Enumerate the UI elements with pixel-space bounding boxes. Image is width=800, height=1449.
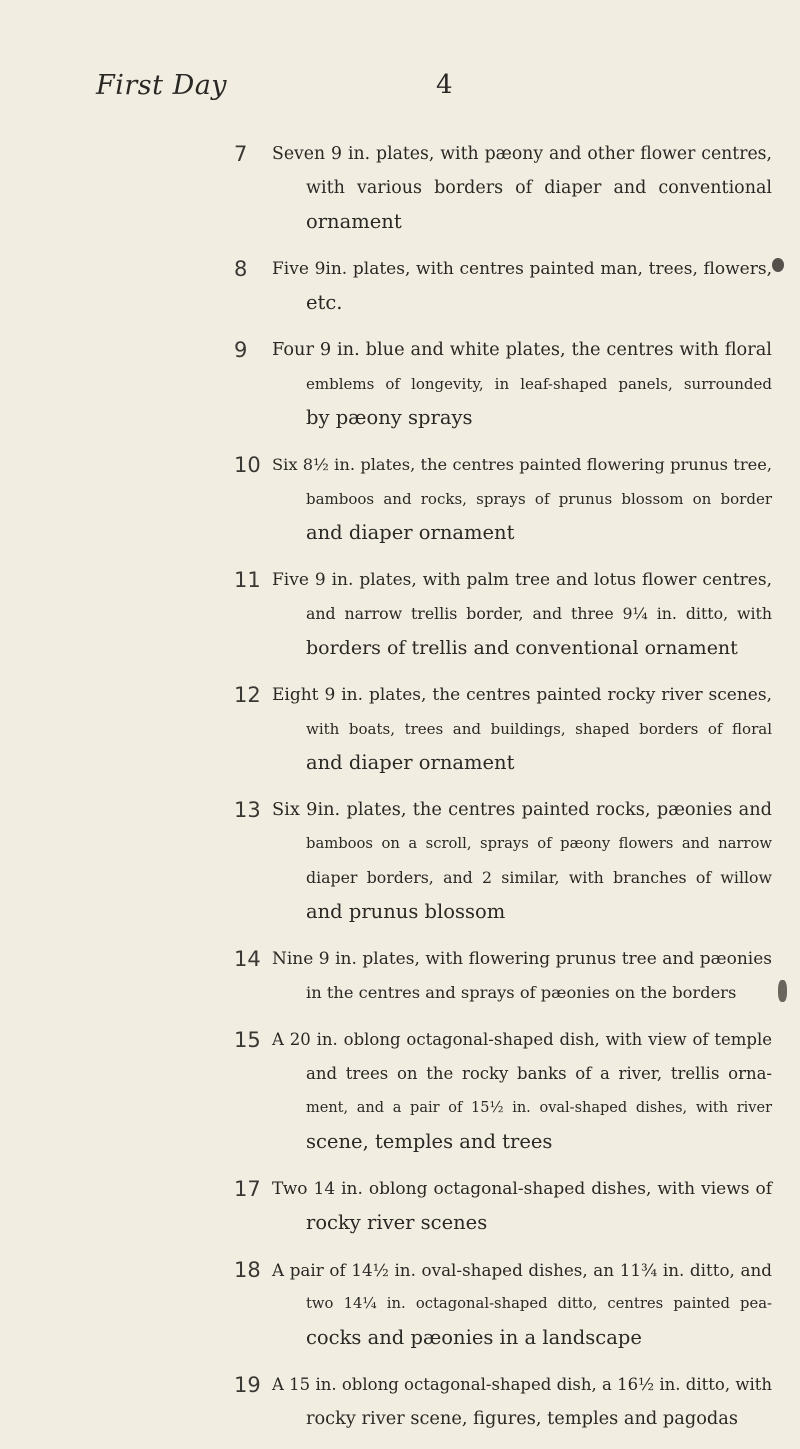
lot-entry: 13 Six 9in. plates, the centres painted rocks, pæonies and bamboos on a scroll, sprays of pæony flowers and narrow diaper borders, and 2 similar, with branches of willow and prunus blossom (0, 793, 800, 929)
lot-description-line: Nine 9 in. plates, with flowering prunus tree and pæonies (272, 949, 772, 969)
lot-entry: 10 Six 8½ in. plates, the centres painted flowering prunus tree, bamboos and rocks, sprays of prunus blossom on border and diaper ornament (0, 448, 800, 550)
lot-description-line: ment, and a pair of 15½ in. oval-shaped dishes, with river (306, 1100, 772, 1116)
lot-description-line: with boats, trees and buildings, shaped borders of floral (306, 720, 772, 738)
margin-mark (772, 258, 784, 272)
lot-description-line: Two 14 in. oblong octagonal-shaped dishes, with views of (272, 1179, 772, 1199)
lot-description-line: and diaper ornament (306, 751, 515, 774)
lot-description-line: and diaper ornament (306, 521, 515, 544)
lot-description (272, 252, 772, 320)
lot-description-line: Five 9in. plates, with centres painted man, trees, flowers, (272, 259, 772, 279)
lot-description-line: cocks and pæonies in a landscape (306, 1326, 642, 1349)
lot-entry: 9 Four 9 in. blue and white plates, the centres with floral emblems of longevity, in leaf-shaped panels, surrounded by pæony sprays (0, 333, 800, 435)
lot-description (272, 1253, 772, 1355)
lot-description (272, 137, 772, 239)
lot-description-line: by pæony sprays (306, 406, 473, 429)
lot-description-line: rocky river scenes (306, 1211, 488, 1234)
lot-description (272, 1172, 772, 1240)
lot-description-line: rocky river scene, figures, temples and pagodas (306, 1409, 738, 1429)
lot-description-line: A 20 in. oblong octagonal-shaped dish, with view of temple (272, 1030, 772, 1049)
lot-entry: 18 A pair of 14½ in. oval-shaped dishes, an 11¾ in. ditto, and two 14¼ in. octagonal-shaped ditto, centres painted pea- cocks and pæonies in a landscape (0, 1253, 800, 1355)
lot-description (272, 448, 772, 550)
lot-description-line: Six 8½ in. plates, the centres painted flowering prunus tree, (272, 455, 772, 474)
lot-entry: 7 Seven 9 in. plates, with pæony and other flower centres, with various borders of diaper and conventional ornament (0, 137, 800, 239)
lot-list (0, 137, 800, 1449)
lot-description-line: and narrow trellis border, and three 9¼ in. ditto, with (306, 604, 772, 623)
lot-entry: 14 Nine 9 in. plates, with flowering prunus tree and pæonies in the centres and sprays of pæonies on the borders (0, 942, 800, 1010)
lot-entry: 17 Two 14 in. oblong octagonal-shaped dishes, with views of rocky river scenes (0, 1172, 800, 1240)
lot-description-line: bamboos on a scroll, sprays of pæony flowers and narrow (306, 835, 772, 852)
day-heading: First Day (96, 70, 228, 101)
lot-entry: 12 Eight 9 in. plates, the centres painted rocky river scenes, with boats, trees and buildings, shaped borders of floral and diaper ornament (0, 678, 800, 780)
lot-description (272, 1023, 772, 1159)
lot-description-line: and prunus blossom (306, 900, 506, 923)
page-number: 4 (436, 70, 453, 100)
lot-description (272, 563, 772, 665)
lot-description-line: A 15 in. oblong octagonal-shaped dish, a 16½ in. ditto, with (272, 1375, 772, 1394)
lot-description-line: borders of trellis and conventional ornament (306, 637, 738, 659)
lot-description-line: Six 9in. plates, the centres painted rocks, pæonies and (272, 800, 772, 820)
lot-description-line: etc. (306, 291, 343, 314)
lot-description-line: Seven 9 in. plates, with pæony and other flower centres, (272, 144, 772, 164)
lot-description (272, 1368, 772, 1436)
lot-description-line: Four 9 in. blue and white plates, the centres with floral (272, 340, 772, 360)
page-header (96, 70, 476, 110)
lot-description-line: Five 9 in. plates, with palm tree and lotus flower centres, (272, 570, 772, 590)
lot-description-line: ornament (306, 210, 402, 233)
lot-description-line: in the centres and sprays of pæonies on the borders (306, 983, 737, 1002)
lot-description-line: diaper borders, and 2 similar, with branches of willow (306, 868, 772, 887)
lot-description-line: Eight 9 in. plates, the centres painted rocky river scenes, (272, 685, 772, 705)
lot-description (272, 793, 772, 929)
lot-description-line: emblems of longevity, in leaf-shaped panels, surrounded (306, 375, 772, 393)
lot-entry: 8 Five 9in. plates, with centres painted man, trees, flowers, etc. (0, 252, 800, 320)
lot-description (272, 942, 772, 1010)
lot-description-line: scene, temples and trees (306, 1130, 553, 1153)
lot-description-line: with various borders of diaper and conventional (306, 178, 772, 198)
lot-description-line: and trees on the rocky banks of a river, trellis orna- (306, 1064, 772, 1083)
lot-entry: 19 A 15 in. oblong octagonal-shaped dish, a 16½ in. ditto, with rocky river scene, figures, temples and pagodas (0, 1368, 800, 1436)
lot-description-line: bamboos and rocks, sprays of prunus blossom on border (306, 490, 772, 508)
lot-description-line: two 14¼ in. octagonal-shaped ditto, centres painted pea- (306, 1295, 772, 1312)
margin-mark (778, 980, 787, 1002)
lot-description (272, 678, 772, 780)
lot-entry: 15 A 20 in. oblong octagonal-shaped dish, with view of temple and trees on the rocky banks of a river, trellis orna- ment, and a pair of 15½ in. oval-shaped dishes, with river scene, temples and trees (0, 1023, 800, 1159)
lot-description-line: A pair of 14½ in. oval-shaped dishes, an 11¾ in. ditto, and (272, 1260, 772, 1280)
lot-description (272, 333, 772, 435)
lot-entry: 11 Five 9 in. plates, with palm tree and lotus flower centres, and narrow trellis border, and three 9¼ in. ditto, with borders of trellis and conventional ornament (0, 563, 800, 665)
